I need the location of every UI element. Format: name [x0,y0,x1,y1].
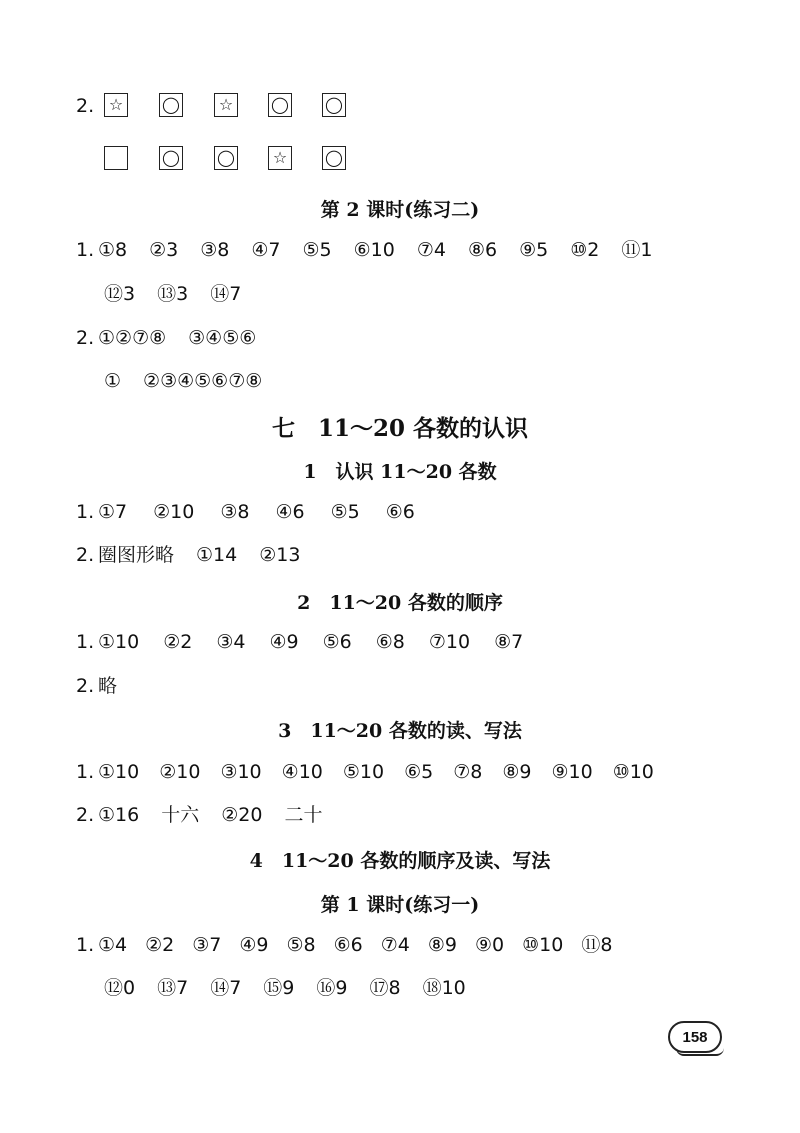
answer-item: ①②⑦⑧ [98,327,167,349]
answer-item: ②2 [163,631,193,653]
answer-item: ③7 [192,934,222,956]
answer-item: ②10 [153,501,195,523]
answer-item: ②3 [149,239,179,261]
answer-item: ①16 [98,804,140,826]
answer-item: ④7 [251,239,281,261]
symbol-box: ◯ [322,146,346,170]
answer-items [98,804,344,826]
symbol-box: ☆ [268,146,292,170]
answer-item: ⑫3 [104,283,136,305]
answer-item: ④6 [275,501,305,523]
q2-number: 2. [76,95,95,117]
symbol-box: ◯ [268,93,292,117]
symbol-box: ◯ [214,146,238,170]
answer-item: ②20 [221,804,263,826]
answer-item: ⑫0 [104,977,136,999]
answer-line [76,238,674,262]
answer-item: ⑧9 [502,761,532,783]
answer-item: ⑦4 [416,239,446,261]
answer-item: ⑩10 [612,761,654,783]
answer-items [98,631,547,653]
answer-item: ②③④⑤⑥⑦⑧ [143,370,263,392]
section-title: 3 11～20 各数的读、写法 [278,720,522,742]
answer-item: ⑬7 [157,977,189,999]
question-number: 1. [76,631,95,653]
answer-line [76,500,441,524]
answer-item: ⑦10 [428,631,471,653]
answer-item: ⑦8 [453,761,483,783]
answer-item: ⑧9 [427,934,457,956]
answer-item: ③4 [216,631,246,653]
answer-items [98,761,674,783]
answer-items [98,239,674,261]
question-number: 2. [76,675,95,697]
answer-item: ⑥5 [404,761,434,783]
answer-item: ⑦4 [380,934,410,956]
answer-item: ③8 [220,501,250,523]
answer-line [76,803,344,827]
answer-items [98,544,322,566]
answer-item: ⑤8 [286,934,316,956]
answer-item: 二十 [284,804,323,826]
section-title: 4 11～20 各数的顺序及读、写法 [249,850,551,872]
answer-item: ① [104,370,122,392]
answer-items [98,675,139,697]
answer-item: ①10 [98,631,140,653]
answer-item: ⑥8 [375,631,405,653]
answer-item: ⑮9 [263,977,295,999]
symbol-box: ☆ [104,93,128,117]
answer-item: ⑥6 [385,501,415,523]
answer-item: ④9 [269,631,299,653]
answer-item: ⑥6 [333,934,363,956]
answer-item: 略 [98,675,118,697]
answer-item: ①4 [98,934,128,956]
symbol-box [104,146,128,170]
answer-item: ②13 [259,544,301,566]
answer-item: ②10 [159,761,201,783]
lesson-title: 第 2 课时(练习二) [320,199,480,221]
section-title: 1 认识 11～20 各数 [303,461,497,483]
answer-items [104,370,284,392]
question-number: 1. [76,761,95,783]
answer-line [104,976,488,1000]
symbol-box: ◯ [159,93,183,117]
answer-item: ⑪1 [621,239,653,261]
answer-item: ⑨5 [519,239,549,261]
question-number: 1. [76,239,95,261]
answer-item: ⑪8 [581,934,613,956]
answer-item: ③10 [220,761,262,783]
page-number-badge [668,1021,722,1053]
lesson-title: 第 1 课时(练习一) [320,894,480,916]
answer-items [98,501,441,523]
answer-item: ⑧6 [467,239,498,261]
answer-item: ⑤6 [322,631,352,653]
answer-item: ⑩2 [570,239,600,261]
answer-item: ①14 [196,544,238,566]
answer-item: ②2 [145,934,175,956]
symbol-box: ◯ [322,93,346,117]
answer-item: 圈图形略 [98,544,175,566]
answer-items [104,977,488,999]
answer-item: ⑭7 [210,977,242,999]
answer-item: ⑩10 [522,934,564,956]
answer-item: ④9 [239,934,269,956]
answer-item: ⑤5 [330,501,360,523]
answer-item: ⑥10 [353,239,395,261]
answer-item: ⑭7 [210,283,242,305]
question-number: 2. [76,804,95,826]
symbol-box: ◯ [159,146,183,170]
answer-item: 十六 [161,804,200,826]
answer-items [98,934,630,956]
symbol-box: ☆ [214,93,238,117]
answer-item: ④10 [281,761,323,783]
question-number: 2. [76,327,95,349]
answer-item: ①8 [98,239,128,261]
answer-item: ⑨10 [551,761,593,783]
answer-item: ⑯9 [316,977,348,999]
chapter-title: 七 11～20 各数的认识 [271,415,529,442]
answer-item: ⑬3 [157,283,189,305]
answer-item: ⑧7 [494,631,524,653]
answer-line [76,760,674,784]
answer-item: ⑤5 [302,239,332,261]
answer-item: ③8 [200,239,230,261]
answer-line [76,543,322,567]
answer-item: ⑱10 [422,977,466,999]
answer-line [76,326,278,350]
answer-item: ③④⑤⑥ [188,327,257,349]
answer-items [104,283,263,305]
answer-line [76,933,630,957]
answer-line [76,630,547,654]
answer-line [104,369,284,393]
answer-items [98,327,278,349]
section-title: 2 11～20 各数的顺序 [297,592,503,614]
page-number: 158 [682,1028,708,1046]
question-number: 1. [76,501,95,523]
question-number: 2. [76,544,95,566]
question-number: 1. [76,934,95,956]
answer-line [76,674,139,698]
answer-item: ⑤10 [342,761,385,783]
answer-line [104,282,263,306]
answer-item: ①7 [98,501,128,523]
answer-item: ⑨0 [475,934,505,956]
answer-item: ①10 [98,761,140,783]
answer-item: ⑰8 [369,977,401,999]
